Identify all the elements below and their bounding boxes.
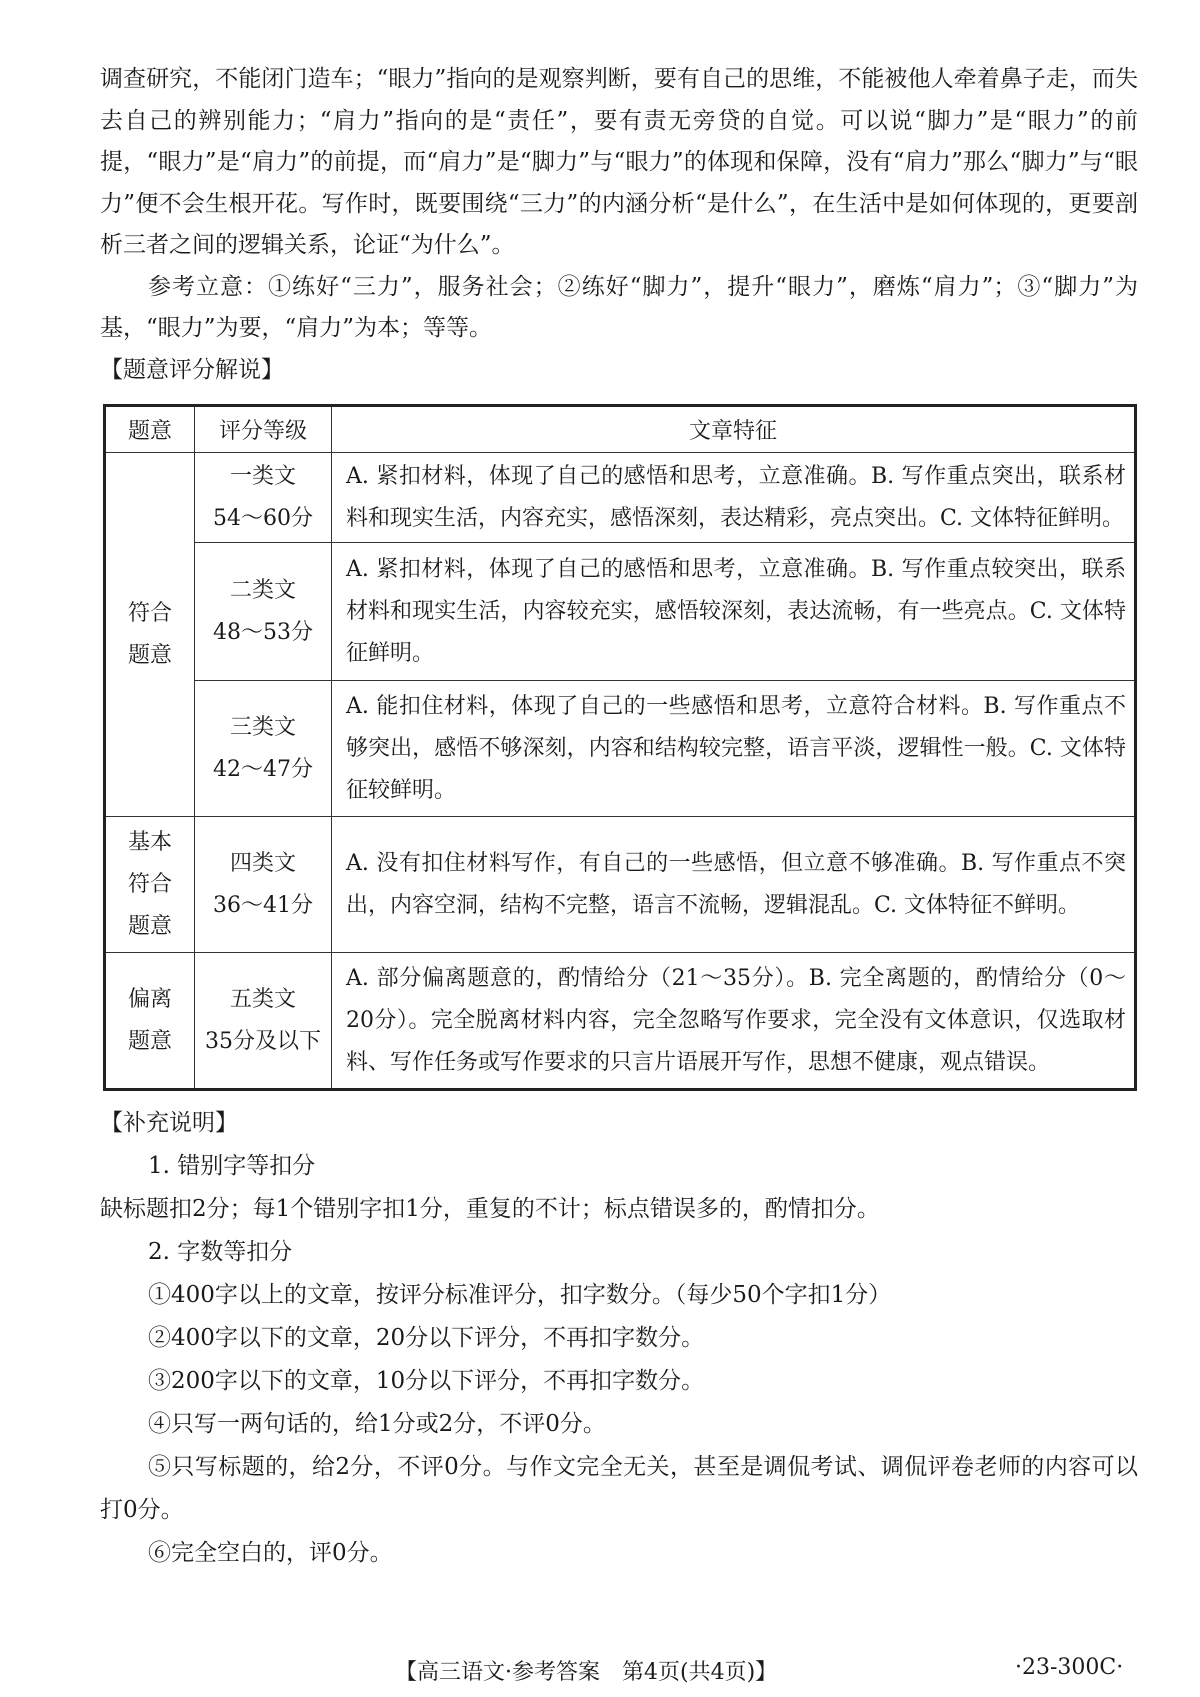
supplement-heading: 【补充说明】 [100, 1110, 238, 1136]
table-row [105, 453, 1136, 543]
scoring-heading: 【题意评分解说】 [100, 356, 284, 383]
header-features: 文章特征 [332, 406, 1136, 453]
supplement-section [100, 1102, 1138, 1575]
supplement-line: ②400字以下的文章，20分以下评分，不再扣字数分。 [148, 1325, 705, 1351]
supplement-line: 缺标题扣2分；每1个错别字扣1分，重复的不计；标点错误多的，酌情扣分。 [100, 1196, 880, 1222]
grade-cell: 五类文 35分及以下 [195, 953, 332, 1090]
header-topic: 题意 [105, 406, 195, 453]
supplement-line: 1. 错别字等扣分 [148, 1153, 316, 1179]
group-label: 基本 符合 题意 [105, 817, 195, 953]
intro-section [100, 59, 1138, 391]
grade-cell: 三类文 42～47分 [195, 681, 332, 817]
table-row [105, 543, 1136, 681]
footer-code: ·23-300C· [1015, 1655, 1124, 1680]
reference-theme-paragraph: 参考立意：①练好“三力”，服务社会；②练好“脚力”，提升“眼力”，磨炼“肩力”；③“脚力”为基，“眼力”为要，“肩力”为本；等等。 [100, 273, 1138, 341]
grade-cell: 一类文 54～60分 [195, 453, 332, 543]
supplement-line: ④只写一两句话的，给1分或2分，不评0分。 [148, 1411, 606, 1437]
group-label: 偏离 题意 [105, 953, 195, 1090]
supplement-line: 2. 字数等扣分 [148, 1239, 293, 1265]
header-grade: 评分等级 [195, 406, 332, 453]
table-header-row [105, 406, 1136, 453]
grade-cell: 四类文 36～41分 [195, 817, 332, 953]
supplement-line: ③200字以下的文章，10分以下评分，不再扣字数分。 [148, 1368, 705, 1394]
features-cell: A. 紧扣材料，体现了自己的感悟和思考，立意准确。B. 写作重点突出，联系材料和现实生活，内容充实，感悟深刻，表达精彩，亮点突出。C. 文体特征鲜明。 [332, 453, 1136, 543]
supplement-line: ⑥完全空白的，评0分。 [148, 1540, 393, 1566]
page-footer [0, 1655, 1200, 1685]
features-cell: A. 部分偏离题意的，酌情给分（21～35分）。B. 完全离题的，酌情给分（0～20分）。完全脱离材料内容，完全忽略写作要求，完全没有文体意识，仅选取材料、写作任务或写作要求的只言片语展开写作，思想不健康，观点错误。 [332, 953, 1136, 1090]
footer-page-info: 【高三语文·参考答案 第4页(共4页)】 [395, 1660, 778, 1685]
grade-cell: 二类文 48～53分 [195, 543, 332, 681]
supplement-line: ①400字以上的文章，按评分标准评分，扣字数分。（每少50个字扣1分） [148, 1282, 892, 1308]
features-cell: A. 能扣住材料，体现了自己的一些感悟和思考，立意符合材料。B. 写作重点不够突出，感悟不够深刻，内容和结构较完整，语言平淡，逻辑性一般。C. 文体特征较鲜明。 [332, 681, 1136, 817]
group-label: 符合 题意 [105, 453, 195, 817]
features-cell: A. 紧扣材料，体现了自己的感悟和思考，立意准确。B. 写作重点较突出，联系材料和现实生活，内容较充实，感悟较深刻，表达流畅，有一些亮点。C. 文体特征鲜明。 [332, 543, 1136, 681]
table-row [105, 953, 1136, 1090]
scoring-table [103, 404, 1137, 1091]
supplement-line: ⑤只写标题的，给2分，不评0分。与作文完全无关，甚至是调侃考试、调侃评卷老师的内容可以打0分。 [100, 1454, 1138, 1523]
analysis-paragraph: 调查研究，不能闭门造车；“眼力”指向的是观察判断，要有自己的思维，不能被他人牵着鼻子走，而失去自己的辨别能力；“肩力”指向的是“责任”，要有责无旁贷的自觉。可以说“脚力”是“眼力”的前提，“眼力”是“肩力”的前提，而“肩力”是“脚力”与“眼力”的体现和保障，没有“肩力”那么“脚力”与“眼力”便不会生根开花。写作时，既要围绕“三力”的内涵分析“是什么”，在生活中是如何体现的，更要剖析三者之间的逻辑关系，论证“为什么”。 [100, 66, 1138, 258]
table-row [105, 681, 1136, 817]
features-cell: A. 没有扣住材料写作，有自己的一些感悟，但立意不够准确。B. 写作重点不突出，内容空洞，结构不完整，语言不流畅，逻辑混乱。C. 文体特征不鲜明。 [332, 817, 1136, 953]
table-row [105, 817, 1136, 953]
